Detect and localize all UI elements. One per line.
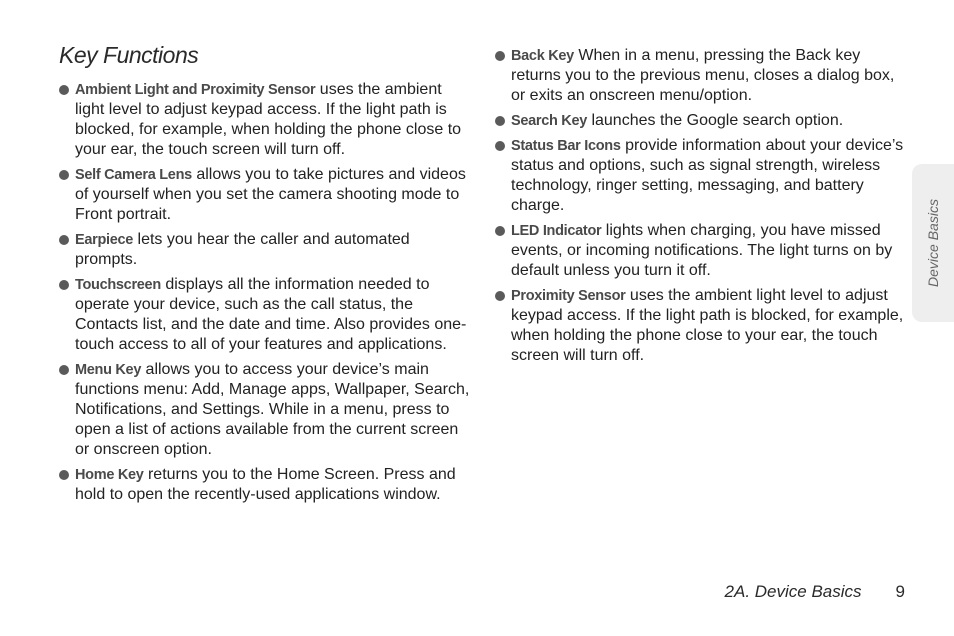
- page-footer: [725, 582, 905, 602]
- item-text: displays all the information needed to operate your device, such as the call status, the Contacts list, and the date and time. Also provides one-touch access to all of your features and applications.: [75, 276, 467, 353]
- bullet-icon: [59, 365, 69, 375]
- item-term: Menu Key: [75, 362, 142, 378]
- bullet-icon: [495, 51, 505, 61]
- item-text: lets you hear the caller and automated prompts.: [75, 231, 410, 268]
- footer-section: 2A. Device Basics: [724, 582, 862, 601]
- item-text: allows you to take pictures and videos of yourself when you set the camera shooting mode to Front portrait.: [75, 166, 466, 223]
- item-term: Search Key: [511, 113, 587, 129]
- right-column: [495, 46, 907, 371]
- bullet-icon: [59, 85, 69, 95]
- item-text: uses the ambient light level to adjust keypad access. If the light path is blocked, for example, when holding the phone close to your ear, the touch screen will turn off.: [75, 81, 462, 158]
- item-text: When in a menu, pressing the Back key returns you to the previous menu, closes a dialog box, or exits an onscreen menu/option.: [511, 47, 895, 104]
- item-term: Touchscreen: [75, 277, 161, 293]
- bullet-icon: [495, 226, 505, 236]
- list-item: [59, 165, 471, 225]
- list-item: [495, 136, 907, 216]
- item-term: Ambient Light and Proximity Sensor: [75, 82, 316, 98]
- left-column: [59, 80, 471, 510]
- bullet-icon: [495, 291, 505, 301]
- list-item: [495, 46, 907, 106]
- item-text: launches the Google search option.: [587, 112, 844, 129]
- page-number: 9: [895, 582, 905, 601]
- bullet-icon: [59, 170, 69, 180]
- list-item: [59, 275, 471, 355]
- side-tab-label: Device Basics: [925, 199, 941, 287]
- item-term: Earpiece: [75, 232, 134, 248]
- bullet-icon: [59, 280, 69, 290]
- left-bullet-list: [59, 80, 471, 505]
- item-text: provide information about your device’s status and options, such as signal strength, wireless technology, ringer setting, messaging, and battery charge.: [511, 137, 904, 214]
- item-text: allows you to access your device’s main functions menu: Add, Manage apps, Wallpaper, Search, Notifications, and Settings. While in a menu, press to open a list of actions available from the current screen or onscreen option.: [75, 361, 470, 458]
- list-item: [59, 465, 471, 505]
- list-item: [495, 286, 907, 366]
- list-item: [59, 230, 471, 270]
- right-bullet-list: [495, 46, 907, 366]
- bullet-icon: [495, 141, 505, 151]
- list-item: [495, 221, 907, 281]
- item-term: Back Key: [511, 48, 574, 64]
- item-term: Self Camera Lens: [75, 167, 192, 183]
- item-term: Home Key: [75, 467, 144, 483]
- item-term: Proximity Sensor: [511, 288, 626, 304]
- item-text: lights when charging, you have missed events, or incoming notifications. The light turns on by default unless you turn it off.: [511, 222, 893, 279]
- item-text: uses the ambient light level to adjust keypad access. If the light path is blocked, for example, when holding the phone close to your ear, the touch screen will turn off.: [511, 287, 904, 364]
- bullet-icon: [59, 235, 69, 245]
- list-item: [495, 111, 907, 131]
- page-title: Key Functions: [59, 42, 199, 68]
- list-item: [59, 80, 471, 160]
- section-side-tab: [912, 164, 954, 322]
- item-term: LED Indicator: [511, 223, 602, 239]
- bullet-icon: [59, 470, 69, 480]
- bullet-icon: [495, 116, 505, 126]
- item-text: returns you to the Home Screen. Press and hold to open the recently-used applications window.: [75, 466, 456, 503]
- list-item: [59, 360, 471, 460]
- item-term: Status Bar Icons: [511, 138, 621, 154]
